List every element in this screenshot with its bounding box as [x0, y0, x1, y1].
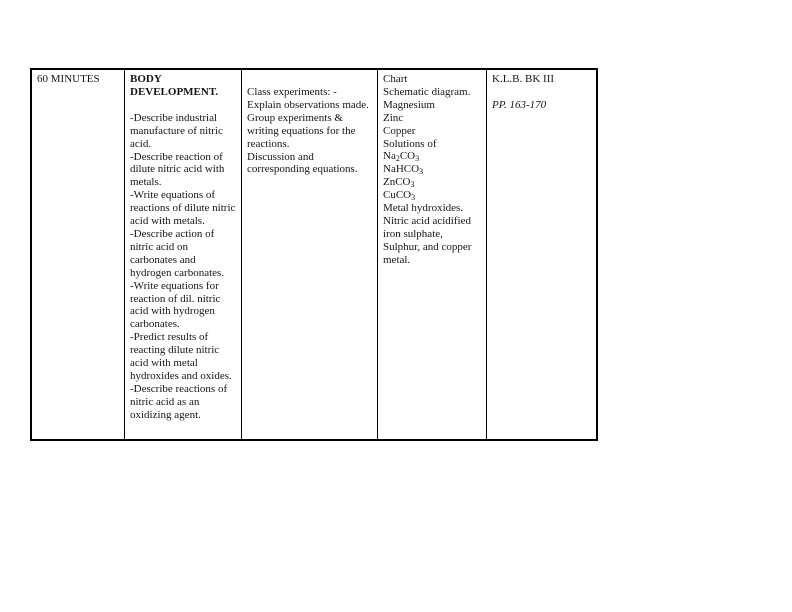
list-item — [383, 189, 482, 202]
list-item — [383, 176, 482, 189]
text-segment: Metal hydroxides. — [383, 202, 464, 215]
list-item: Discussion and corresponding equations. — [247, 150, 358, 176]
list-item: Explain observations made. — [247, 98, 369, 111]
spacer — [247, 73, 373, 86]
objectives-list — [130, 112, 237, 422]
text-segment: CO — [399, 150, 416, 163]
text-segment: Copper — [383, 124, 416, 137]
spacer — [130, 99, 237, 112]
text-segment: Nitric acid acidified iron sulphate, — [383, 214, 471, 240]
list-item — [383, 112, 482, 125]
development-heading — [130, 73, 237, 99]
list-item — [383, 215, 482, 241]
list-item: -Predict results of reacting dilute nitric acid with metal hydroxides and oxides. — [130, 331, 232, 382]
spacer — [492, 86, 592, 99]
list-item: -Describe reaction of dilute nitric acid with metals. — [130, 150, 225, 189]
list-item: -Write equations of reactions of dilute nitric acid with metals. — [130, 189, 236, 228]
text-segment: Magnesium — [383, 98, 435, 111]
list-item: Class experiments: - — [247, 86, 337, 98]
text-segment: Schematic diagram. — [383, 85, 471, 98]
references-cell — [487, 70, 596, 439]
list-item — [383, 86, 482, 99]
text-segment: Solutions of — [383, 137, 437, 150]
lesson-plan-table — [30, 68, 598, 441]
text-segment: ZnCO — [383, 176, 411, 189]
text-segment: Na — [383, 150, 396, 163]
reference-book: K.L.B. BK III — [492, 73, 555, 85]
list-item: -Describe action of nitric acid on carbonates and hydrogen carbonates. — [130, 227, 225, 279]
list-item — [383, 150, 482, 163]
list-item — [383, 73, 482, 86]
list-item — [383, 163, 482, 176]
duration-cell — [32, 70, 125, 439]
list-item: -Describe reactions of nitric acid as an oxidizing agent. — [130, 382, 228, 421]
materials-list — [383, 73, 482, 267]
materials-cell — [378, 70, 487, 439]
list-item: -Describe industrial manufacture of nitric acid. — [130, 111, 223, 150]
list-item — [383, 241, 482, 267]
text-segment: Zinc — [383, 111, 404, 124]
activities-list — [247, 86, 373, 176]
list-item: DEVELOPMENT. — [130, 85, 219, 98]
list-item: -Write equations for reaction of dil. nitric acid with hydrogen carbonates. — [130, 279, 221, 331]
list-item — [383, 99, 482, 112]
text-segment: CuCO — [383, 189, 412, 202]
subscript-text: 3 — [415, 154, 420, 164]
subscript-text: 3 — [411, 193, 416, 203]
text-segment: NaHCO — [383, 163, 420, 176]
list-item — [383, 138, 482, 151]
list-item — [383, 125, 482, 138]
reference-pages: PP. 163-170 — [492, 98, 547, 111]
text-segment: Chart — [383, 73, 408, 85]
subscript-text: 3 — [419, 167, 424, 177]
subscript-text: 3 — [410, 180, 415, 190]
subscript-text: 2 — [395, 154, 400, 164]
list-item — [383, 202, 482, 215]
list-item: Group experiments & writing equations for the reactions. — [247, 111, 356, 150]
activities-cell — [242, 70, 378, 439]
text-segment: Sulphur, and copper metal. — [383, 240, 472, 266]
list-item: BODY — [130, 73, 162, 85]
duration-text: 60 MINUTES — [37, 73, 100, 85]
development-cell — [125, 70, 242, 439]
